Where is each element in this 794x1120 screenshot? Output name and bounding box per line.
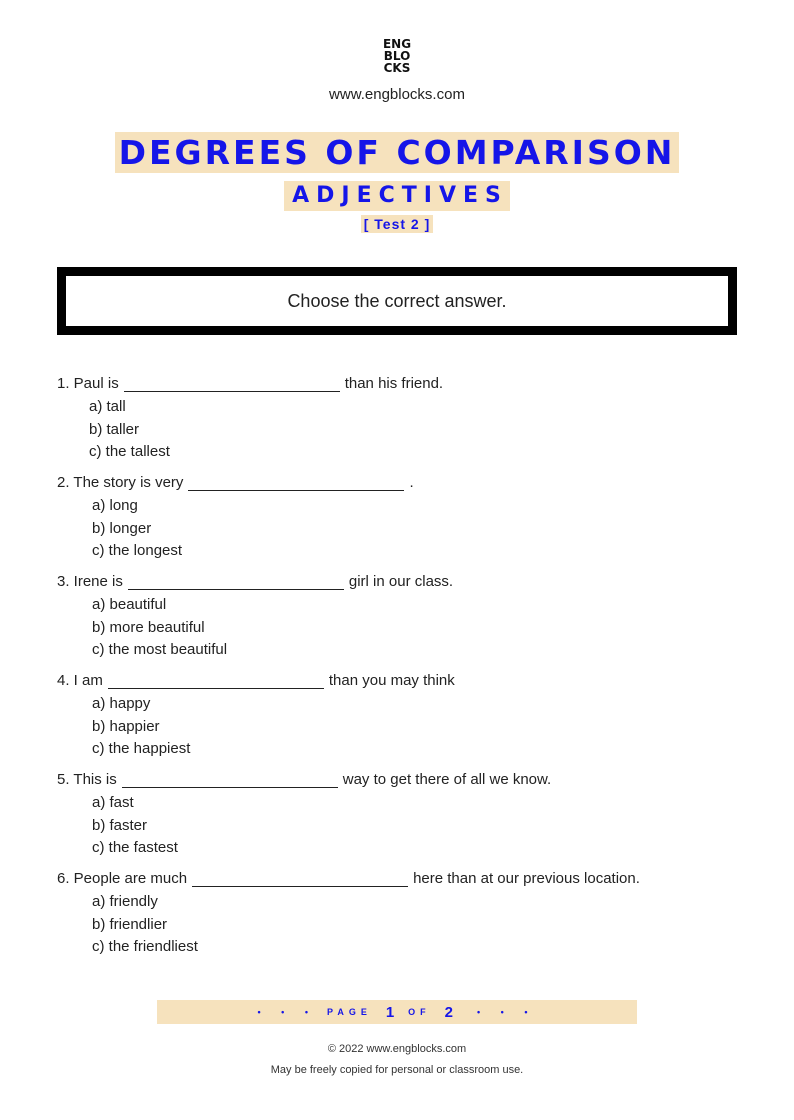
option-b[interactable]: b) longer — [92, 519, 152, 537]
question-1 — [57, 372, 757, 471]
question-stem-before: 3. Irene is — [57, 573, 123, 590]
option-b[interactable]: b) happier — [92, 717, 160, 735]
logo-line: BLO — [383, 49, 411, 63]
page-indicator — [157, 1000, 637, 1024]
instruction-text: Choose the correct answer. — [287, 290, 507, 311]
option-c[interactable]: c) the friendliest — [92, 938, 198, 955]
option-c[interactable]: c) the most beautiful — [92, 641, 228, 658]
question-5 — [57, 768, 757, 867]
page-word: PAGE — [326, 1007, 372, 1017]
option-c[interactable]: c) the longest — [92, 542, 183, 559]
question-stem-after: way to get there of all we know. — [342, 771, 552, 788]
option-b[interactable]: b) faster — [92, 816, 148, 834]
answer-blank[interactable] — [192, 870, 408, 887]
option-b[interactable]: b) friendlier — [92, 915, 168, 933]
question-stem-after: than his friend. — [344, 375, 444, 392]
option-c[interactable]: c) the tallest — [89, 443, 170, 460]
question-2 — [57, 471, 757, 570]
option-a[interactable]: a) fast — [92, 794, 134, 811]
option-a[interactable]: a) long — [92, 497, 138, 514]
answer-blank[interactable] — [108, 672, 324, 689]
question-stem-before: 6. People are much — [57, 870, 188, 887]
page-total: 2 — [444, 1003, 454, 1021]
question-stem-before: 5. This is — [57, 771, 117, 788]
page-subtitle: ADJECTIVES — [284, 181, 510, 211]
page-dots-left: • • • — [257, 1007, 317, 1017]
question-stem-before: 4. I am — [57, 672, 103, 689]
answer-blank[interactable] — [122, 771, 338, 788]
instruction-box — [57, 267, 737, 335]
question-stem-before: 2. The story is very — [57, 474, 184, 491]
option-a[interactable]: a) beautiful — [92, 596, 167, 613]
question-stem-after: girl in our class. — [348, 573, 454, 590]
logo-line: CKS — [383, 61, 411, 75]
logo-line: ENG — [382, 37, 412, 51]
question-list — [57, 372, 757, 966]
answer-blank[interactable] — [188, 474, 404, 491]
option-a[interactable]: a) tall — [89, 398, 126, 415]
option-c[interactable]: c) the fastest — [92, 839, 178, 856]
option-a[interactable]: a) friendly — [92, 893, 158, 910]
question-3 — [57, 570, 757, 669]
of-word: OF — [408, 1007, 431, 1017]
answer-blank[interactable] — [128, 573, 344, 590]
answer-blank[interactable] — [124, 375, 340, 392]
question-stem-before: 1. Paul is — [57, 375, 119, 392]
test-label: [ Test 2 ] — [361, 215, 434, 233]
engblocks-logo — [0, 38, 794, 74]
page-number: 1 — [385, 1003, 395, 1021]
question-6 — [57, 867, 757, 966]
license-text: May be freely copied for personal or classroom use. — [270, 1064, 524, 1076]
question-stem-after: than you may think — [328, 672, 455, 689]
question-4 — [57, 669, 757, 768]
option-a[interactable]: a) happy — [92, 695, 151, 712]
option-b[interactable]: b) taller — [89, 420, 140, 438]
copyright-text: © 2022 www.engblocks.com — [327, 1043, 467, 1055]
site-url[interactable]: www.engblocks.com — [329, 86, 465, 103]
option-c[interactable]: c) the happiest — [92, 740, 191, 757]
question-stem-after: here than at our previous location. — [413, 870, 640, 887]
question-stem-after: . — [409, 474, 414, 491]
page-dots-right: • • • — [477, 1007, 537, 1017]
option-b[interactable]: b) more beautiful — [92, 618, 205, 636]
page-title: DEGREES OF COMPARISON — [115, 132, 680, 173]
